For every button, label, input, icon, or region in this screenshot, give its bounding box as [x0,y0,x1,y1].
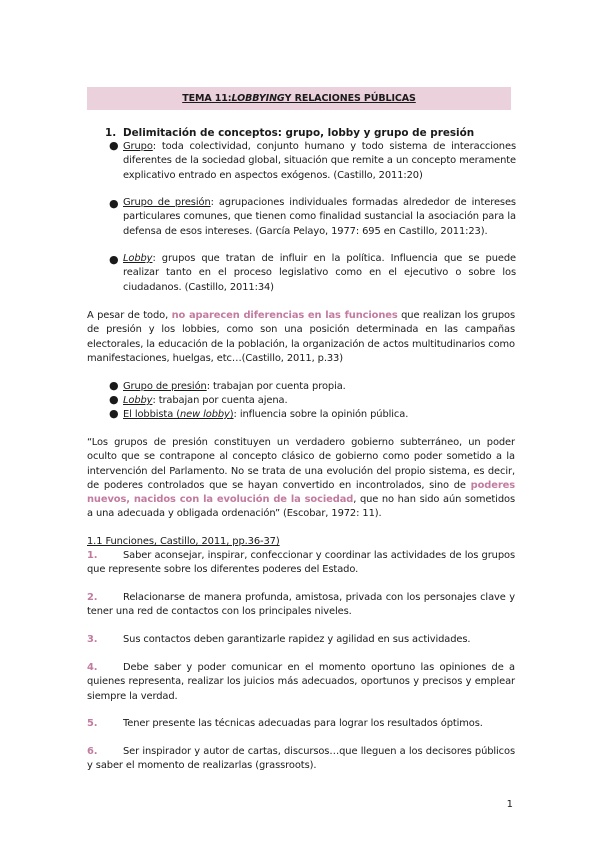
function-item [87,661,515,704]
short-bullet [123,380,516,394]
definition-term: Grupo [123,141,153,152]
function-text: Tener presente las técnicas adecuadas para lograr los resultados óptimos. [123,718,483,729]
function-number: 2. [87,592,98,603]
definition-text: agrupaciones individuales formadas alrededor de intereses particulares comunes, que tienen como finalidad sustancial la asociación para la defensa de esos intereses. (García Pelayo, 1977: 695 en Castillo, 2011:23). [123,197,516,237]
function-item [87,633,515,647]
section-heading-text: Delimitación de conceptos: grupo, lobby y grupo de presión [123,127,475,139]
bullet-term: ) [229,409,234,420]
quote-highlight: poderes nuevos, nacidos con la evolución de la sociedad [87,479,515,506]
definition-sep: : [152,141,162,152]
function-number: 3. [87,634,98,645]
function-number: 1. [87,550,98,561]
definition-sep: : [210,197,219,208]
function-text: Sus contactos deben garantizarle rapidez y agilidad en sus actividades. [123,634,471,645]
definition-term: Lobby [123,253,153,264]
section-heading [105,126,515,140]
page-number: 1 [506,799,513,810]
function-number: 5. [87,718,98,729]
quote-text: “Los grupos de presión constituyen un verdadero gobierno subterráneo, un poder oculto que se contrapone al concepto clásico de gobierno como poder sometido a la intervención del Parlamento. No se trata de una evolución del propio sistema, es decir, de poderes controlados que se hayan convertido en incontrolados, sino de [87,437,515,491]
bullet-icon: ● [109,253,119,266]
bullet-text: : trabajan por cuenta ajena. [152,395,288,406]
definition-item [123,252,516,295]
bullet-icon: ● [109,379,119,392]
bullet-icon: ● [109,407,119,420]
function-item [87,717,515,731]
quote-text: , que no han sido aún sometidos a una adecuada y obligada ordenación” (Escobar, 1972: 11). [87,494,515,520]
function-item [87,745,515,774]
section-number: 1. [105,127,117,139]
bullet-text: : influencia sobre la opinión pública. [233,409,409,420]
short-bullet [123,394,516,408]
quote-paragraph [87,436,515,522]
definition-sep: : [152,253,162,264]
function-item [87,591,515,620]
function-number: 6. [87,746,98,757]
definition-term: Grupo de presión [123,197,211,208]
subsection-heading: 1.1 Funciones, Castillo, 2011, pp.36-37) [87,536,280,547]
function-item [87,549,515,578]
bullet-term: El lobbista ( [123,409,180,420]
bullet-icon: ● [109,139,119,152]
function-text: Debe saber y poder comunicar en el momento oportuno las opiniones de a quienes representa, realizar los juicios más adecuados, oportunos y precisos y emplear siempre la verdad. [87,662,515,702]
paragraph [87,309,515,366]
definition-text: grupos que tratan de influir en la política. Influencia que se puede realizar tanto en el proceso legislativo como en el ejecutivo o sobre los ciudadanos. (Castillo, 2011:34) [123,253,516,293]
title-italic: LOBBYING [231,93,285,104]
paragraph-highlight: no aparecen diferencias en las funciones [171,310,398,321]
short-bullet [123,408,516,422]
bullet-term: Lobby [123,395,153,406]
bullet-term-italic: new lobby [179,409,230,420]
definition-item [123,196,516,239]
bullet-icon: ● [109,393,119,406]
title-prefix: TEMA 11: [182,93,232,104]
bullet-term: Grupo de presión [123,381,207,392]
paragraph-text: A pesar de todo, [87,310,172,321]
bullet-icon: ● [109,197,119,210]
function-number: 4. [87,662,98,673]
bullet-text: : trabajan por cuenta propia. [206,381,346,392]
definition-text: toda colectividad, conjunto humano y todo sistema de interacciones diferentes de la sociedad global, situación que remite a un concepto meramente explicativo entrado en aspectos exógenos. (Castillo, 2011:20) [123,141,516,181]
document-title [87,87,511,110]
title-suffix: Y RELACIONES PÚBLICAS [284,93,416,104]
paragraph-text: que realizan los grupos de presión y los lobbies, como son una posición determinada en las campañas electorales, la educación de la población, la organización de actos multitudinarios como manifestaciones, huelgas, etc…(Castillo, 2011, p.33) [87,310,516,364]
definition-item [123,140,516,183]
function-text: Ser inspirador y autor de cartas, discursos…que lleguen a los decisores públicos y saber el momento de realizarlas (grassroots). [87,746,515,772]
function-text: Saber aconsejar, inspirar, confeccionar y coordinar las actividades de los grupos que represente sobre los diferentes poderes del Estado. [87,550,515,576]
function-text: Relacionarse de manera profunda, amistosa, privada con los personajes clave y tener una red de contactos con los principales niveles. [87,592,515,618]
